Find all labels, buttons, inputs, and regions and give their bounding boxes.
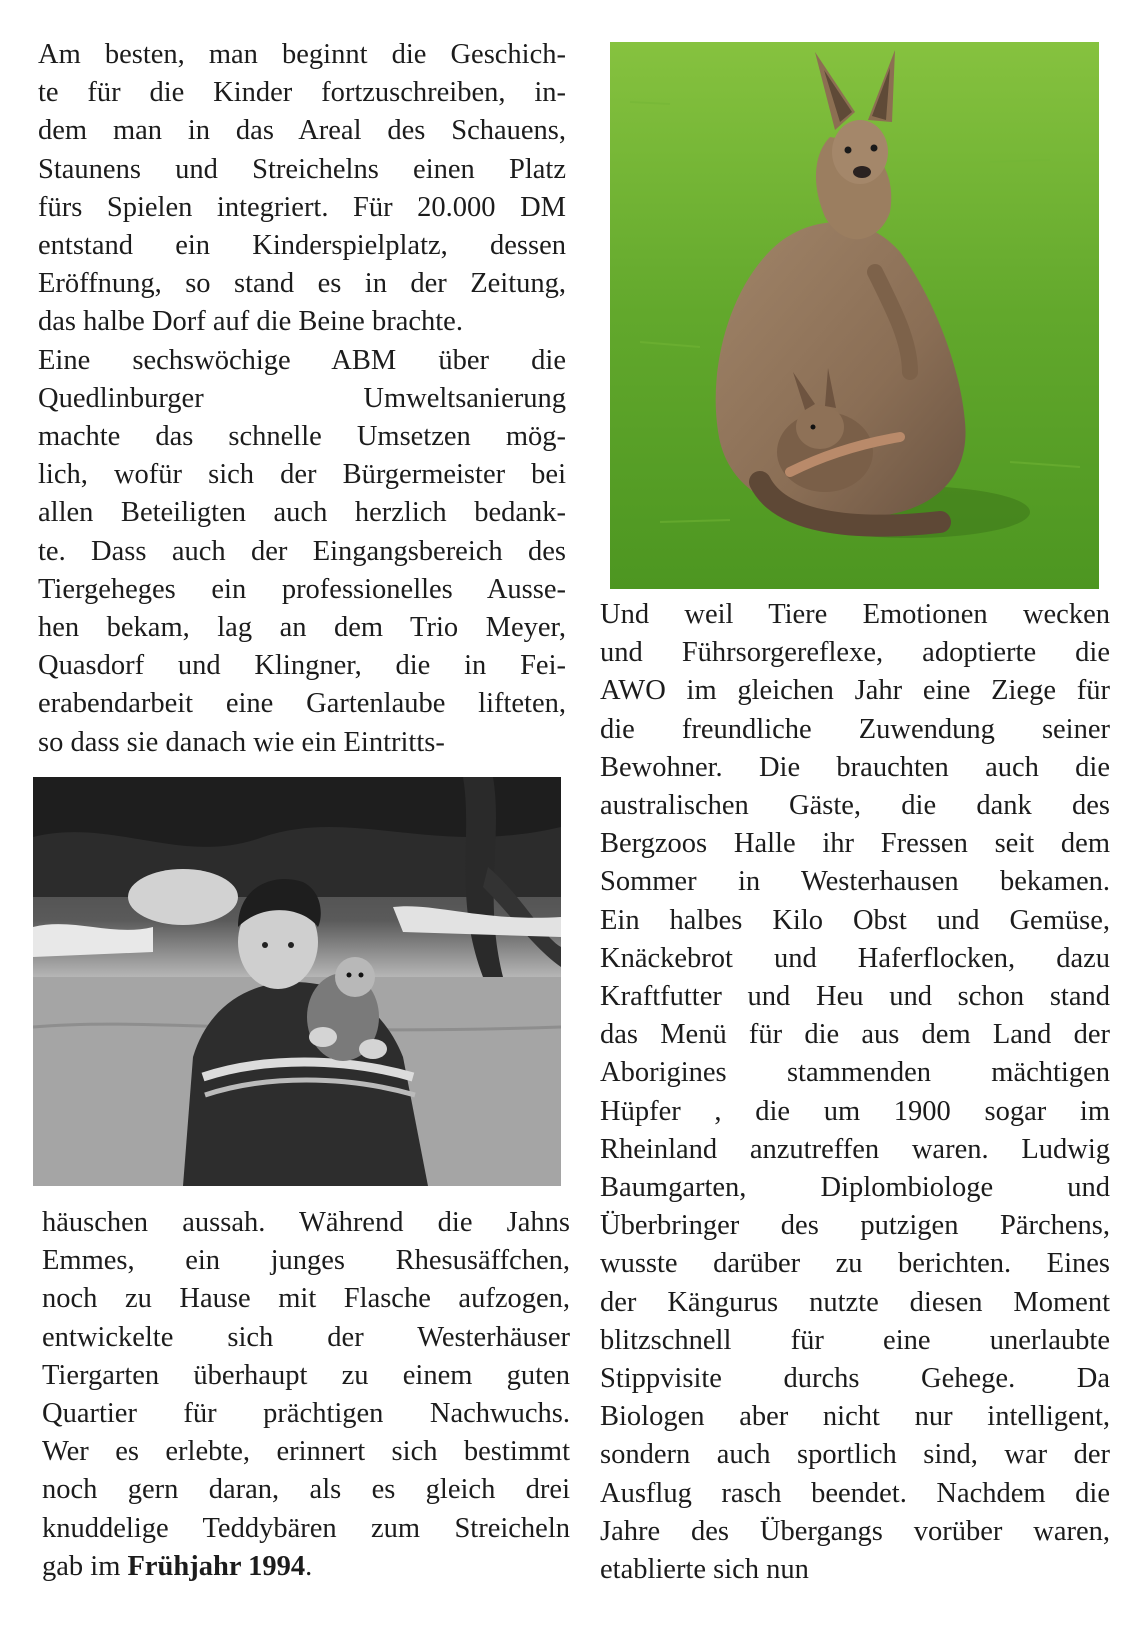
text-line: Bergzoos Halle ihr Fressen seit dem <box>600 828 1110 860</box>
text-line: blitzschnell für eine unerlaubte <box>600 1324 1110 1356</box>
text-line: der Kängurus nutzte diesen Moment <box>600 1286 1110 1318</box>
text-line: Wer es erlebte, erinnert sich bestimmt <box>42 1436 570 1468</box>
text-line: Aborigines stammenden mächtigen <box>600 1057 1110 1089</box>
text-line: Eröffnung, so stand es in der Zeitung, <box>38 268 566 300</box>
text-line: Staunens und Streichelns einen Platz <box>38 153 566 185</box>
text-line: Tiergarten überhaupt zu einem guten <box>42 1359 570 1391</box>
text-line: dem man in das Areal des Schauens, <box>38 115 566 147</box>
text-line: Baumgarten, Diplombiologe und <box>600 1172 1110 1204</box>
text-date-bold: Frühjahr 1994 <box>127 1550 306 1582</box>
text-column-left-bottom <box>42 1204 570 1586</box>
text-line: so dass sie danach wie ein Eintritts- <box>38 726 445 758</box>
text-line: Quasdorf und Klingner, die in Fei- <box>38 650 566 682</box>
text-last-before: gab im <box>42 1550 128 1582</box>
text-line: Bewohner. Die brauchten auch die <box>600 751 1110 783</box>
text-line: Ein halbes Kilo Obst und Gemüse, <box>600 904 1110 936</box>
text-line: machte das schnelle Umsetzen mög- <box>38 421 566 453</box>
text-last-after: . <box>305 1550 313 1582</box>
text-line: Knäckebrot und Haferflocken, dazu <box>600 942 1110 974</box>
kangaroo-photo <box>610 42 1099 589</box>
text-line: hen bekam, lag an dem Trio Meyer, <box>38 612 566 644</box>
text-line: te für die Kinder fortzuschreiben, in- <box>38 77 566 109</box>
text-line: Kraftfutter und Heu und schon stand <box>600 981 1110 1013</box>
text-line: entwickelte sich der Westerhäuser <box>42 1321 570 1353</box>
text-line: die freundliche Zuwendung seiner <box>600 713 1110 745</box>
text-line-last <box>42 1548 570 1586</box>
text-line: das Menü für die aus dem Land der <box>600 1019 1110 1051</box>
text-line: Rheinland anzutreffen waren. Ludwig <box>600 1133 1110 1165</box>
text-line: Tiergeheges ein professionelles Ausse- <box>38 573 566 605</box>
text-lines-left-bottom <box>42 1204 570 1548</box>
text-line: Überbringer des putzigen Pärchens, <box>600 1210 1110 1242</box>
text-line: AWO im gleichen Jahr eine Ziege für <box>600 675 1110 707</box>
text-line: Sommer in Westerhausen bekamen. <box>600 866 1110 898</box>
text-line: Jahre des Übergangs vorüber waren, <box>600 1515 1110 1547</box>
text-line: noch gern daran, als es gleich drei <box>42 1474 570 1506</box>
text-line: häuschen aussah. Während die Jahns <box>42 1207 570 1238</box>
text-line: australischen Gäste, die dank des <box>600 790 1110 822</box>
text-line: Und weil Tiere Emotionen wecken <box>600 599 1110 630</box>
text-line: etablierte sich nun <box>600 1554 809 1586</box>
text-line: sondern auch sportlich sind, war der <box>600 1439 1110 1471</box>
text-line: Eine sechswöchige ABM über die <box>38 344 566 376</box>
text-line: wusste darüber zu berichten. Eines <box>600 1248 1110 1280</box>
text-column-right <box>600 596 1110 1589</box>
text-line: Hüpfer , die um 1900 sogar im <box>600 1095 1110 1127</box>
text-line: Emmes, ein junges Rhesusäffchen, <box>42 1245 570 1277</box>
boy-with-monkey-photo <box>33 777 561 1186</box>
text-line: erabendarbeit eine Gartenlaube lifteten, <box>38 688 566 720</box>
text-line: allen Beteiligten auch herzlich bedank- <box>38 497 566 529</box>
text-column-left-top <box>38 36 566 762</box>
text-line: und Führsorgereflexe, adoptierte die <box>600 637 1110 669</box>
text-line: noch zu Hause mit Flasche aufzogen, <box>42 1283 570 1315</box>
text-line: Ausflug rasch beendet. Nachdem die <box>600 1477 1110 1509</box>
text-line: Stippvisite durchs Gehege. Da <box>600 1363 1110 1395</box>
text-line: fürs Spielen integriert. Für 20.000 DM <box>38 191 566 223</box>
text-line: Biologen aber nicht nur intelligent, <box>600 1401 1110 1433</box>
text-line: Quedlinburger Umweltsanierung <box>38 382 566 414</box>
text-line: lich, wofür sich der Bürgermeister bei <box>38 459 566 491</box>
text-line: Quartier für prächtigen Nachwuchs. <box>42 1398 570 1430</box>
text-line: das halbe Dorf auf die Beine brachte. <box>38 306 463 338</box>
text-line: Am besten, man beginnt die Geschich- <box>38 39 566 70</box>
text-line: knuddelige Teddybären zum Streicheln <box>42 1512 570 1544</box>
text-line: entstand ein Kinderspielplatz, dessen <box>38 230 566 262</box>
text-line: te. Dass auch der Eingangsbereich des <box>38 535 566 567</box>
